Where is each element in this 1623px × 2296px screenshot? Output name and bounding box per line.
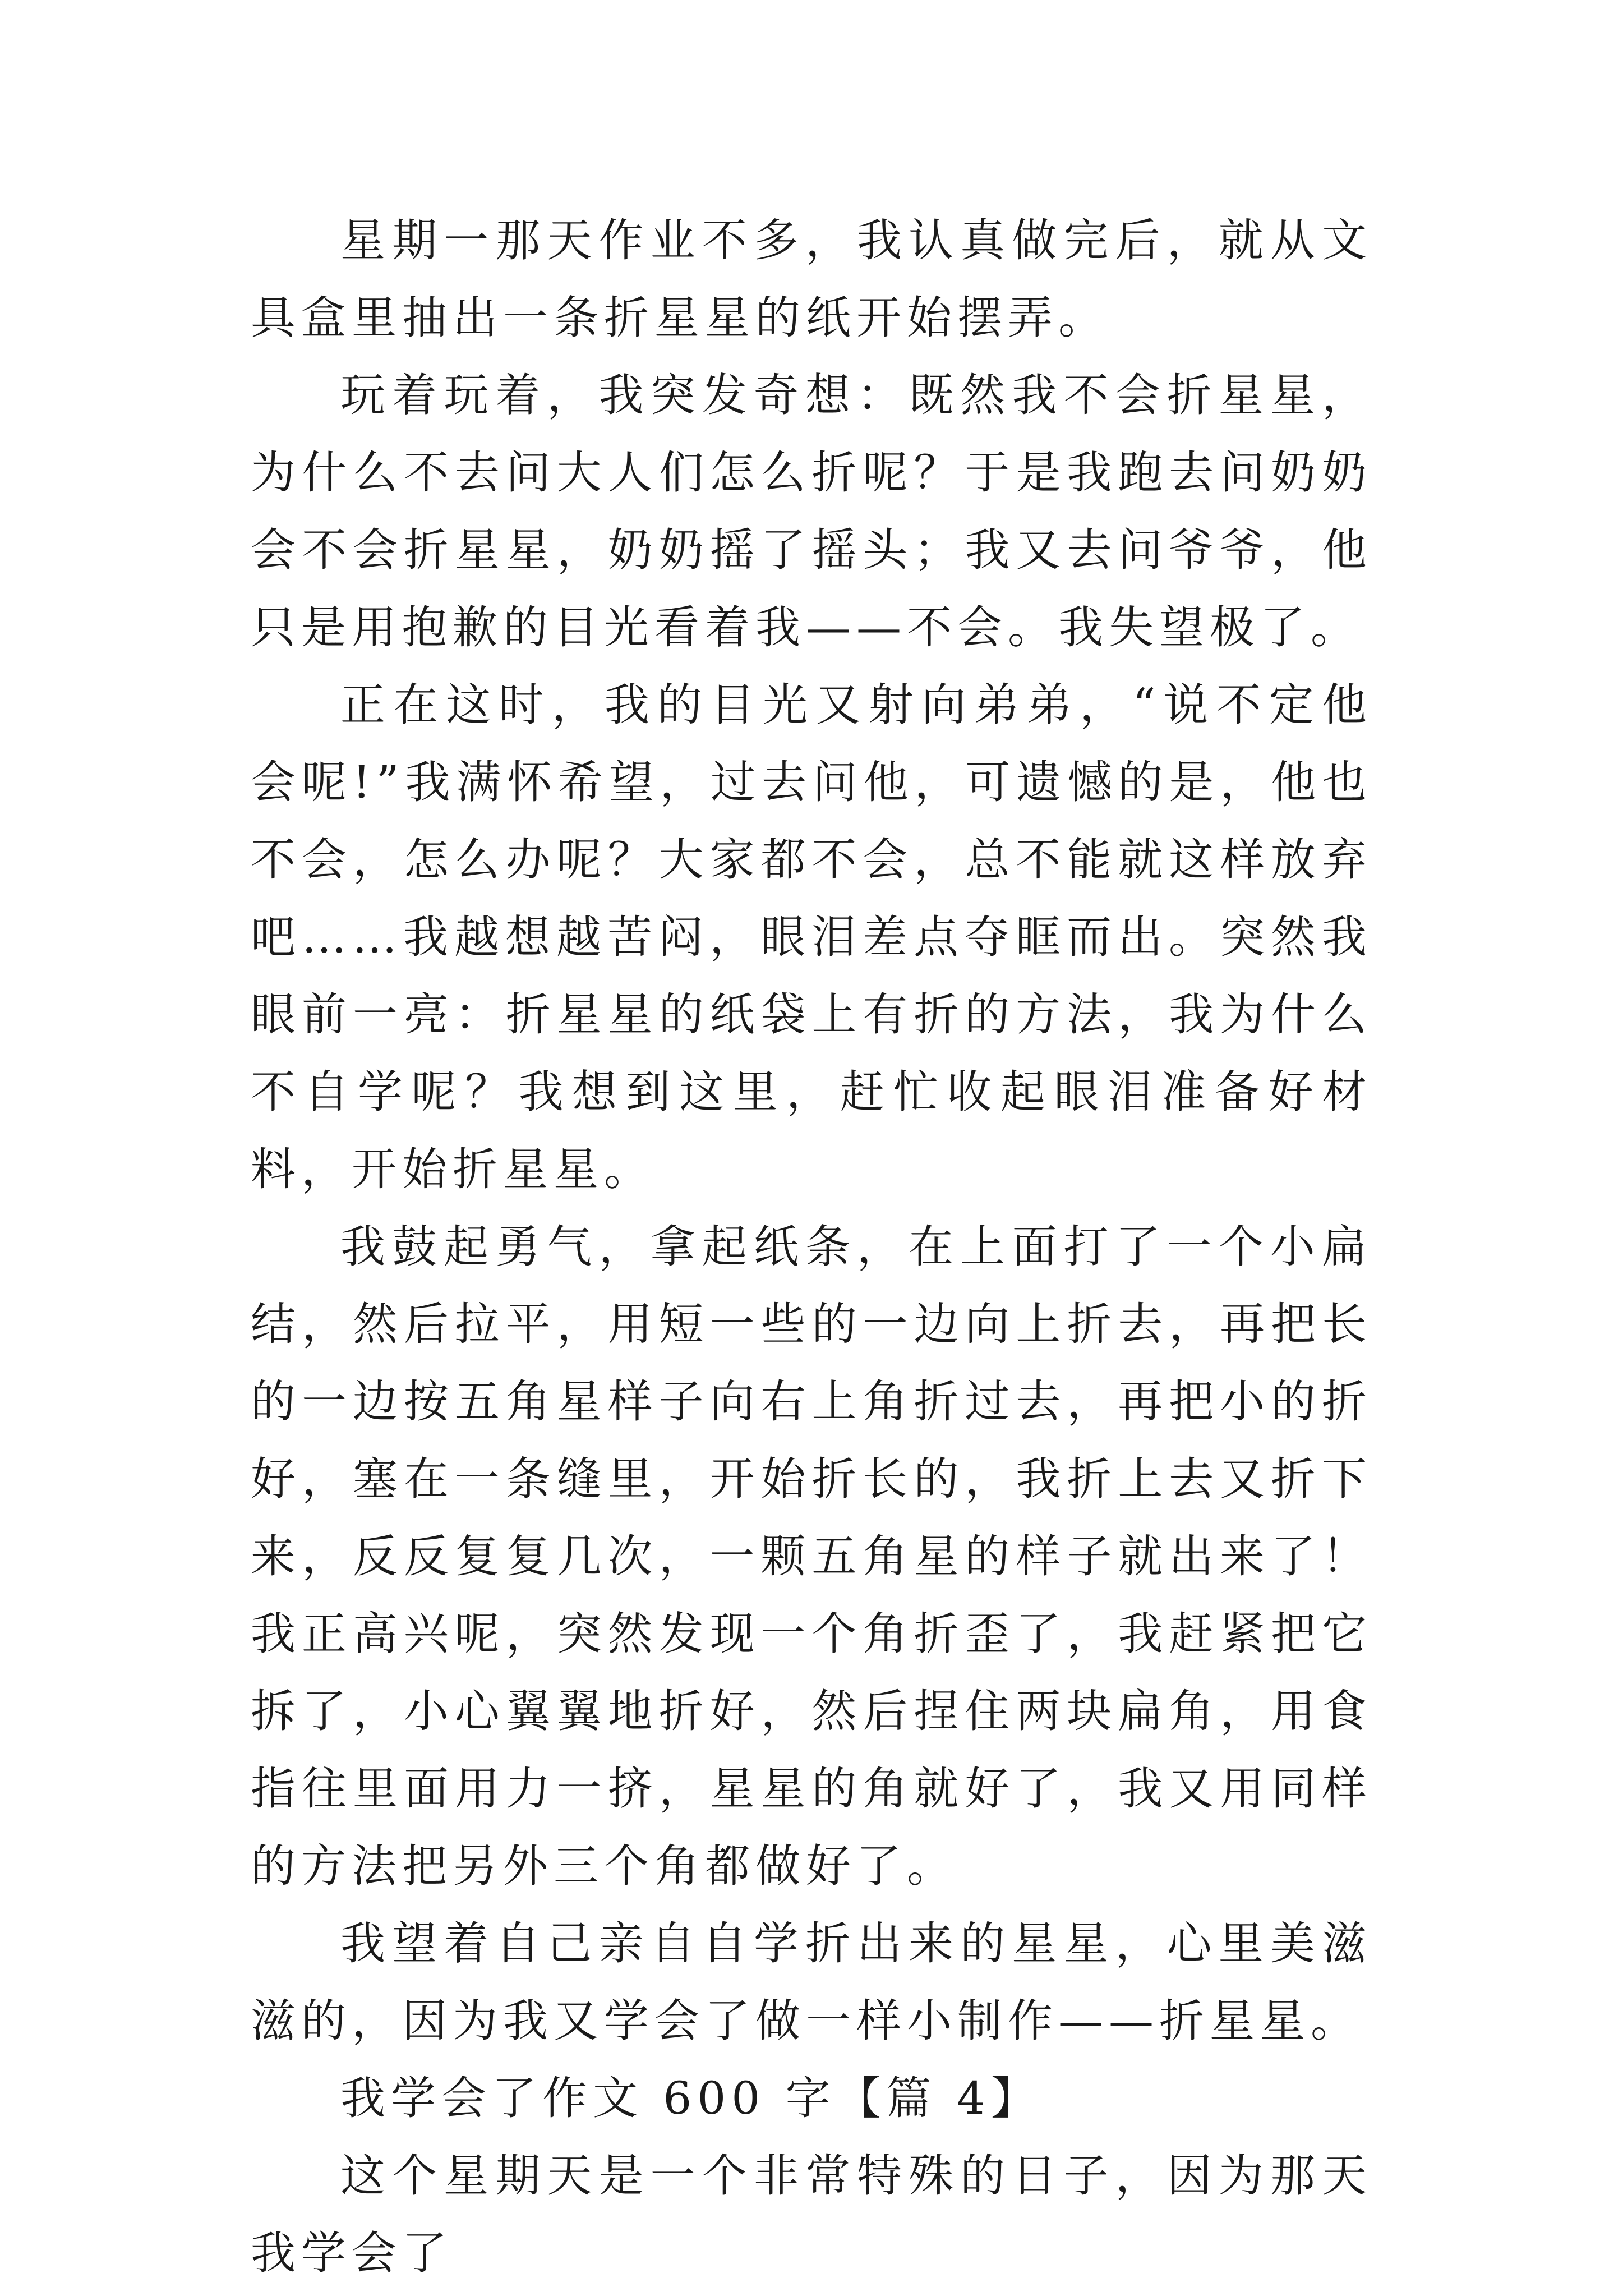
paragraph-2: 玩着玩着，我突发奇想：既然我不会折星星，为什么不去问大人们怎么折呢？于是我跑去问奶奶会不会折星星，奶奶摇了摇头；我又去问爷爷，他只是用抱歉的目光看着我——不会。我失望极了。 (251, 369, 1372, 654)
document-body (251, 202, 1372, 2292)
paragraph-3: 正在这时，我的目光又射向弟弟，“说不定他会呢!”我满怀希望，过去问他，可遗憾的是，他也不会，怎么办呢？大家都不会，总不能就这样放弃吧……我越想越苦闷，眼泪差点夺眶而出。突然我眼前一亮：折星星的纸袋上有折的方法，我为什么不自学呢？我想到这里，赶忙收起眼泪准备好材料，开始折星星。 (251, 679, 1372, 1195)
paragraph-5: 我望着自己亲自自学折出来的星星，心里美滋滋的，因为我又学会了做一样小制作——折星星。 (251, 1917, 1372, 2047)
paragraph-6: 这个星期天是一个非常特殊的日子，因为那天我学会了 (251, 2150, 1372, 2279)
paragraph-1: 星期一那天作业不多，我认真做完后，就从文具盒里抽出一条折星星的纸开始摆弄。 (251, 214, 1372, 344)
section-heading: 我学会了作文 600 字【篇 4】 (340, 2072, 1041, 2124)
paragraph-4: 我鼓起勇气，拿起纸条，在上面打了一个小扁结，然后拉平，用短一些的一边向上折去，再把长的一边按五角星样子向右上角折过去，再把小的折好，塞在一条缝里，开始折长的，我折上去又折下来，反反复复几次，一颗五角星的样子就出来了！我正高兴呢，突然发现一个角折歪了，我赶紧把它拆了，小心翼翼地折好，然后捏住两块扁角，用食指往里面用力一挤，星星的角就好了，我又用同样的方法把另外三个角都做好了。 (251, 1221, 1372, 1892)
